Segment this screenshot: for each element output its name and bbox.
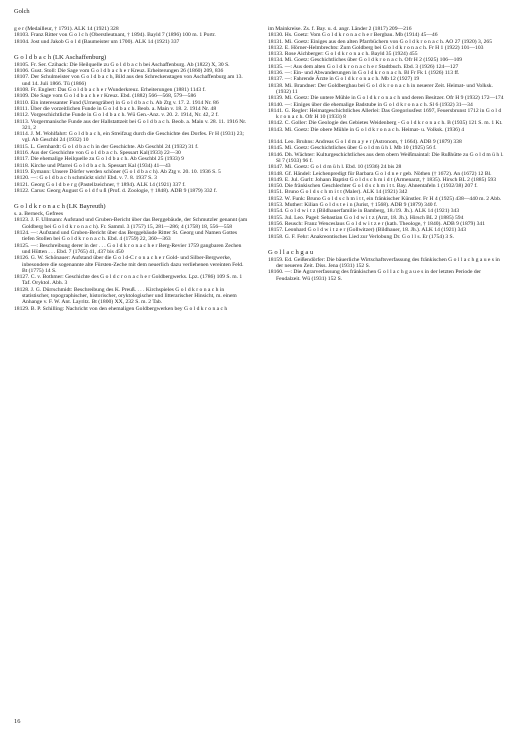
bibliography-entry: 18117. Die ehemalige Heilquelle zu G o l d b a c h. Ab Geschbl 25 (1933) 9: [14, 156, 184, 163]
bibliography-entry: 18104. Jost und Jakob G o l d (Baumeister um 1700). ALK 14 (1921) 337: [14, 38, 180, 45]
bibliography-entry: 18131. Mi. Goetz: Einiges aus den alten Pfarrbüchern von G o l d k r o n a c h. AO 27 (1920) 3, 265: [268, 38, 493, 45]
bibliography-entry: 18148. Gf. Händel: Leichenpredigt für Barbara G o l d n e r geb. Nöthen († 1672). An (1672) 12 Bl.: [268, 170, 492, 177]
bibliography-entry: 18126. G. W. Schönauer: Aufstand über die G o l d-C r o n a c h e r Gold- und Silber-Bergwerke, inbesondere die sogenannte alte Fürsten-Zeche mit dem neuerlich dazu verliehenen vereinten Feld. Bt (1775) 14 S.: [14, 255, 244, 274]
bibliography-entry: 18142. C. Goller: Die Geologie des Gebietes Weidenberg - G o l d k r o n a c h. B (1935) 121 S. m. 1 Kt.: [268, 120, 503, 127]
bibliography-entry: 18139. Mi. Goetz: Die untere Mühle in G o l d k r o n a c h und deren Besitzer. Ofr H 9 (1932) 172—174: [268, 95, 504, 102]
bibliography-entry: 18121. Georg G o l d b e r g (Pastellzeichner, † 1894). ALK 14 (1921) 337 f.: [14, 181, 186, 188]
bibliography-entry: 18118. Kirche und Pfarrei G o l d b a c h. Spessart Kal (1934) 41—43: [14, 162, 171, 169]
bibliography-entry: 18114. J. M. Wohlfahrt: G o l d b a c h, ein Streifzug durch die Geschichte des Dorfes. Fr H (1931) 23; vgl. Ab Geschbl 24 (1932) 10: [14, 131, 244, 144]
bibliography-entry: 18111. Über die vorzeitlichen Funde in G o l d b a c h. Beob. a. Main v. 18. 2. 1914 Nr. 48: [14, 105, 217, 112]
bibliography-entry: g e r (Medailleur, † 1791). ALK 14 (1921) 328: [14, 26, 119, 32]
bibliography-entry: 18147. Mi. Goetz: G o l d m ü h l. Ebd. 10 (1936) 24 bis 28: [268, 164, 402, 171]
bibliography-entry: 18123. J. F. Ullmann: Aufstand und Gruben-Bericht über das Berggebäude, der Schmutzler genannt (am Goldberg bei G o l d k r o n a c h). Fr. Samml. 3 (1757) 15, 281—286; 4 (1758) 18, 556—558: [14, 217, 248, 230]
bibliography-entry: 18120. —: G o l d b a c h schmückt sich! Ebd. v. 7. 8. 1937 S. 3: [14, 175, 157, 182]
bibliography-entry: 18127. C. v. Bothmer: Geschichte des G o l d c r o n a c h e r Goldbergwerks. Lpz. (1786) 109 S. m. 1 Taf. Oryktol. Abh. 3: [14, 274, 243, 287]
bibliography-entry: 18157. Leonhard G o l d w i t z e r (Gollwitzer) (Bildhauer, 18. Jh.). ALK 14 (1921) 343: [268, 227, 467, 234]
bibliography-entry: 18141. G. Regler: Heimatgeschichtliches Allerlei: Das Gregoriusfest 1697, Feuersbrunst 1712 in G o l d k r o n a c h. Ofr H 10 (1933) 8: [268, 107, 502, 121]
bibliography-entry: 18145. Mi. Goetz: Geschichtliches über G o l d m ü h l. Mb 10 (1925) 56 f.: [268, 145, 437, 152]
section-heading: G o l l a c h g a u: [268, 248, 314, 256]
bibliography-entry: 18143. Mi. Goetz: Die obere Mühle in G o l d k r o n a c h. Heimat- u. Volksk. (1936) 4: [268, 126, 465, 133]
bibliography-entry: 18155. Jul. Leo. Pagel: Sebastian G o l d w i t z (Arzt, 18. Jh.). Hirsch BL 2 (1885) 594: [268, 214, 464, 221]
bibliography-entry: 18124. —: Aufstand und Gruben-Bericht über das Berggebäude Ritter St. Georg und Namen Gottes tiefen Stollen bei G o l d k r o n a c h. Ebd. 4 (1759) 22, 360—363: [14, 230, 238, 243]
bibliography-entry: 18144. Leo. Bruhns: Andreas G o l d m a y e r (Astronom, † 1664). ADB 9 (1879) 338: [268, 139, 462, 146]
running-head: Golch: [14, 8, 30, 15]
bibliography-entry: 18140. —: Einiges über die ehemalige Badstube in G o l d k r o n a c h. Sl 6 (1932) 31—34: [268, 101, 473, 108]
bibliography-entry: 18112. Vorgeschichtliche Funde in G o l d b a c h. Wü Gen.-Anz. v. 20. 2. 1914, Nr. 42, 2 f.: [14, 112, 219, 119]
section-heading: G o l d b a c h (LK Aschaffenburg): [14, 53, 107, 61]
bibliography-entry: 18137. —: Fahrende Ärzte in G o l d k r o n a c h. Mb 12 (1927) 19: [268, 76, 420, 83]
bibliography-entry: 18149. E. Jul. Gurlt: Johann Baptist G o l d s c h m i d t (Armenarzt, † 1835). Hirsch BL 2 (1885) 593: [268, 176, 497, 183]
bibliography-entry: 18151. Bruno G o l d s c h m i t t (Maler). ALK 14 (1921) 342: [268, 189, 408, 196]
bibliography-entry: 18129. B. P. Schilling: Nachricht von den ehemaligen Goldbergwerken bey G o l d k r o n a c h: [14, 305, 228, 312]
bibliography-entry: 18159. Ed. Geißendörfer: Die bäuerliche Wirtschaftsverfassung des fränkischen G o l l a c h g a u e s in der neueren Zeit. Diss. Jena (1931) 152 S.: [268, 256, 500, 270]
bibliography-entry: 18130. Hs. Goetz: Vom G o l d k r o n a c h e r Bergbau. Mb (1914) 45—46: [268, 32, 438, 39]
bibliography-entry: 18160. —: Die Agrarverfassung des fränkischen G o l l a c h g a u e s in der letzten Periode der Feudalzeit. Wü (1931) 152 S.: [268, 269, 481, 282]
bibliography-entry: 18132. E. Hörner-Helmbrechts: Zum Goldberg bei G o l d k r o n a c h. Fr H 1 (1922) 101—103: [268, 44, 484, 51]
section-heading: G o l d k r o n a c h (LK Bayreuth): [14, 203, 106, 211]
bibliography-entry: 18108. Fr. Englert: Das G o l d b a c h e r Wunderkreuz. Erheiterungen (1881) 1143 f.: [14, 87, 206, 94]
spacer: [268, 240, 504, 249]
bibliography-entry: 18125. —: Beschreibung derer in der . . . G o l d k r o n a c h e r Berg-Revier 1759 gangbaren Zechen und Hütten . . . Ebd. 7 (1765) 41, 437 bis 450: [14, 242, 242, 255]
bibliography-entry: 18156. Reusch: Franz Wenceslaus G o l d w i t z e r (kath. Theologe, † 1840). ADB 9 (1879) 341: [268, 220, 485, 227]
bibliography-entry: 18107. Der Schulmeister von G o l d b a c h, Bild aus den Schreckenstagen von Aschaffenburg am 13. und 14. Juli 1866. Tü (1866): [14, 74, 243, 87]
bibliography-entry: 18152. W. Funk: Bruno G o l d s c h m i t t, ein fränkischer Künstler. Fr H 4 (1925) 438—440 m. 2 Abb.: [268, 195, 502, 202]
see-also-note: s. a. Berneck, Gefrees: [14, 211, 64, 218]
spacer: [14, 194, 250, 203]
bibliography-entry: 18105. Fr. Ser. Czihack: Die Heilquelle zu G o l d b a c h bei Aschaffenburg. Ab (1822) X, 30 S.: [14, 61, 230, 68]
left-column: [14, 26, 250, 312]
bibliography-entry: 18133. Rose Aichberger: G o l d k r o n a c h. Bayld 35 (1924) 455: [268, 51, 418, 58]
bibliography-entry: 18115. L. Gernhardt: G o l d b a c h in der Geschichte. Ab Geschbl 24 (1932) 31 f.: [14, 143, 199, 150]
bibliography-entry: 18135. —: Aus dem alten G o l d k r o n a c h e r Stadtbuch. Ebd. 3 (1926) 124—127: [268, 63, 459, 70]
bibliography-entry: 18103. Franz Ritter von G o l c h (Oberstleutnant, † 1894). Bayld 7 (1896) 100 m. 1 Portr.: [14, 32, 216, 39]
bibliography-entry: 18134. Mi. Goetz: Geschichtliches über G o l d k r o n a c h. Ofr H 2 (1925) 106—109: [268, 57, 463, 64]
bibliography-entry: 18109. Die Sage vom G o l d b a c h e r Kreuz. Ebd. (1882) 566—568, 579—586: [14, 93, 197, 100]
bibliography-entry: 18119. Eymann: Unsere Dörfer werden schöner (G o l d b a c h). Ab Ztg v. 20. 10. 1936 S. 5: [14, 168, 221, 175]
bibliography-entry: 18110. Ein interessanter Fund (Urnengräber) in G o l d b a c h. Ab Ztg v. 17. 2. 1914 Nr. 86: [14, 99, 219, 106]
bibliography-entry: 18106. Gust. Stoll: Die Sage vom G o l d b a c h e r Kreuz. Erheiterungen 26 (1860) 209, 836: [14, 68, 224, 75]
bibliography-entry: 18158. G. F. Fehr: Anakreontisches Lied zur Verlobung Dr. G o l l s. Er (1754) 3 S.: [268, 233, 455, 240]
bibliography-entry: 18138. Mi. Brandner: Der Goldbergbau bei G o l d k r o n a c h in neuerer Zeit. Heimat- und Volksk. (1932) 11: [268, 82, 493, 95]
bibliography-entry: 18150. Die fränkischen Geschlechter G o l d s c h m i t t. Bay. Ahnentafeln 1 (1932/38) 207 f.: [268, 183, 478, 190]
right-column: [268, 26, 504, 282]
bibliography-entry: 18146. Dh. Wächter: Kulturgeschichtliches aus dem obern Weißmaintal: Die Rußhütte zu G o l d m ü h l. Sl 7 (1933) 96 f.: [268, 151, 504, 164]
bibliography-entry: 18116. Aus der Geschichte von G o l d b a c h. Spessart Kal(1933) 22—30: [14, 150, 181, 157]
bibliography-entry: 18154. G o l d w i t z (Bildhauerfamilie in Bamberg, 18./19. Jh.). ALK 14 (1921) 343: [268, 208, 460, 215]
bibliography-entry: 18128. J. G. Dürrschmidt: Beschreibung des K. Preuß. . . . Kirchspieles G o l d k r o n a c h in statistischer, topographischer, historischer, oryktologischer und litterarischer Hinsicht, m. einem Anhange v. F. W. Ant. Layritz. Bt (1800) XX, 232 S. m. 2 Tab.: [14, 286, 237, 306]
bibliography-entry: 18136. —: Ein- und Abwanderungen in G o l d k r o n a c h. Bl Fr Fk 1 (1926) 113 ff.: [268, 70, 460, 77]
bibliography-entry: 18122. Carus: Georg August G o l d f u ß (Prof. d. Zoologie, † 1848). ADB 9 (1879) 332 f.: [14, 187, 218, 194]
bibliography-entry: im Mainkreise. Zs. f. Bay. u. d. angr. Länder 2 (1817) 209—216: [268, 26, 412, 32]
bibliography-entry: 18153. Muther: Kilian G o l d s t e i n (Jurist, † 1568). ADB 9 (1879) 340 f.: [268, 202, 438, 209]
bibliography-entry: 18113. Vorgermanische Funde aus der Hallstattzeit bei G o l d b a c h. Beob. a. Main v. 28. 11. 1916 Nr. 321, 2: [14, 118, 247, 131]
page-number: 16: [14, 718, 21, 725]
spacer: [14, 45, 250, 54]
